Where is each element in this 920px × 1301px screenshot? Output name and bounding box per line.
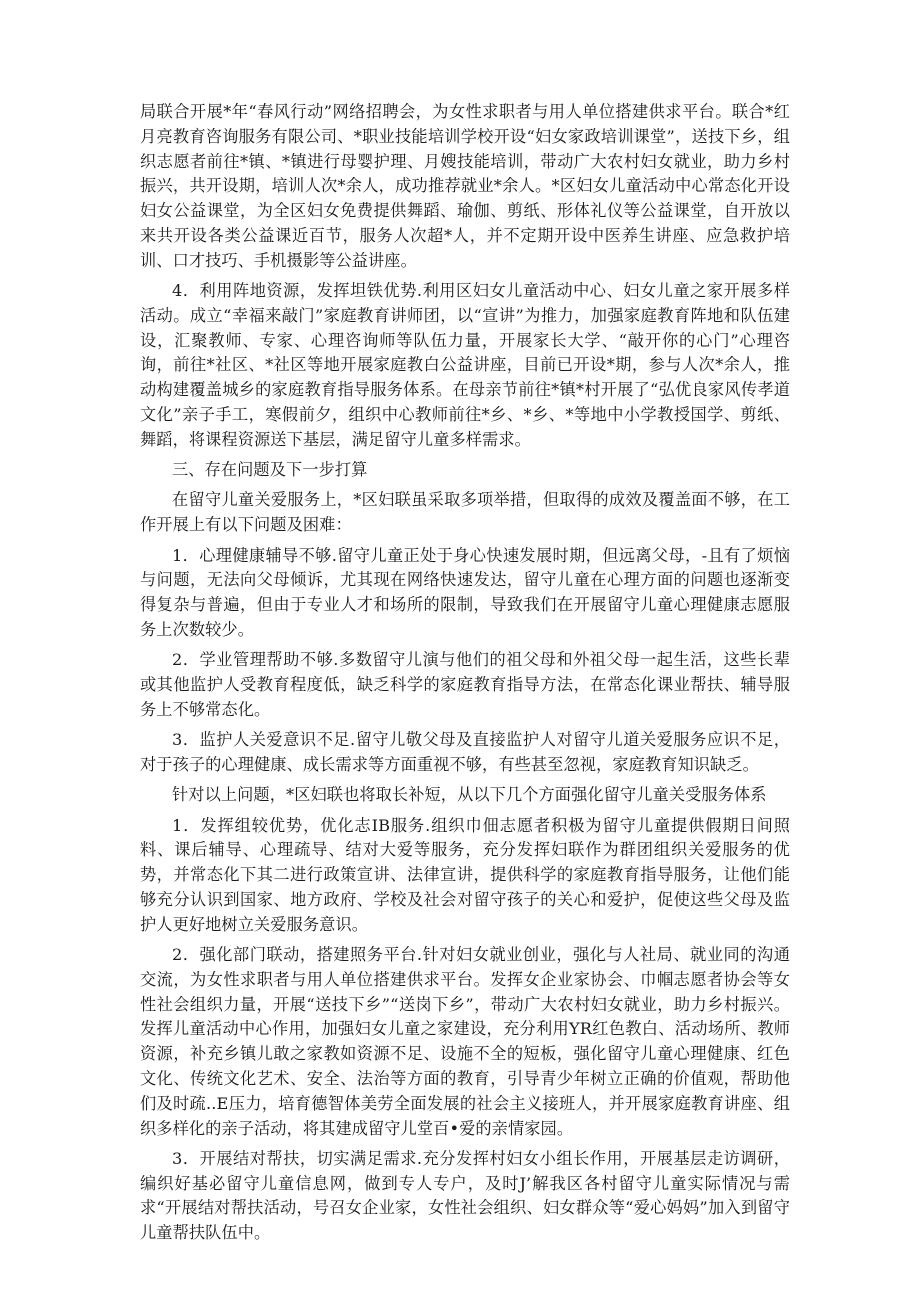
paragraph-continuation: 局联合开展*年“春风行动”网络招聘会，为女性求职者与用人单位搭建供求平台。联合*红月亮教育咨询服务有限公司、*职业技能培训学校开设“妇女家政培训课堂”，送技下乡，组织志愿者前往*镇、*镇进行母婴护理、月嫂技能培训，带动广大农村妇女就业，助力乡村振兴，共开设期，培训人次*余人，成功推荐就业*余人。*区妇女儿童活动中心常态化开设妇女公益课堂，为全区妇女免费提供舞蹈、瑜伽、剪纸、形体礼仪等公益课堂，自开放以来共开设各类公益课近百节，服务人次超*人，并不定期开设中医养生讲座、应急救护培训、口才技巧、手机摄影等公益讲座。	[140, 102, 790, 270]
paragraph-problem-1: 1．心理健康辅导不够.留守儿童正处于身心快速发展时期，但远离父母，-且有了烦恼与问题，无法向父母倾诉，尤其现在网络快速发达，留守儿童在心理方面的问题也逐渐变得复杂与普遍，但由于专业人才和场所的限制，导致我们在开展留守儿童心理健康志愿服务上次数较少。	[140, 545, 790, 639]
paragraph-item-4: 4．利用阵地资源，发挥坦铁优势.利用区妇女儿童活动中心、妇女儿童之家开展多样活动。成立“幸福来敲门”家庭教育讲师团，以“宣讲”为推力，加强家庭教育阵地和队伍建设，汇聚教师、专家、心理咨询师等队伍力量，开展家长大学、“敲开你的心门”心理咨询，前往*社区、*社区等地开展家庭教白公益讲座，目前已开设*期，参与人次*余人，推动构建覆盖城乡的家庭教育指导服务体系。在母亲节前往*镇*村开展了“弘优良家风传孝道文化”亲子手工，寒假前夕，组织中心教师前往*乡、*乡、*等地中小学教授国学、剪纸、舞蹈，将课程资源送下基层，满足留守儿童多样需求。	[140, 281, 790, 449]
document-body	[140, 100, 790, 1252]
paragraph-problem-3: 3．监护人关爱意识不足.留守儿敬父母及直接监护人对留守儿道关爱服务应识不足，对于孩子的心理健康、成长需求等方面重视不够，有些甚至忽视，家庭教育知识缺乏。	[140, 730, 790, 774]
paragraph-problems-intro: 在留守儿童关爱服务上，*区妇联虽采取多项举措，但取得的成效及覆盖面不够，在工作开展上有以下问题及困难：	[140, 490, 790, 535]
paragraph-plan-1: 1．发挥组较优势，优化志IB服务.组织巾佃志愿者积极为留守儿童提供假期日间照料、课后辅导、心理疏导、结对大爱等服务，充分发挥妇联作为群团组织关爱服务的优势，并常态化下其二进行政策宣讲、法律宣讲，提供科学的家庭教育指导服务，让他们能够充分认识到国家、地方政府、学校及社会对留守孩子的关心和爱护，促使这些父母及监护人更好地树立关爱服务意识。	[140, 815, 790, 934]
section-heading-3: 三、存在问题及下一步打算	[172, 460, 368, 480]
paragraph-plan-2: 2．强化部门联动，搭建照务平台.针对妇女就业创业，强化与人社局、就业同的沟通交流，为女性求职者与用人单位搭建供求平台。发挥女企业家协会、巾帼志愿者协会等女性社会组织力量，开展“送技下乡”“送岗下乡”，带动广大农村妇女就业，助力乡村振兴。发挥儿童活动中心作用，加强妇女儿童之家建设，充分利用YR红色教白、活动场所、教师资源，补充乡镇儿敢之家教如资源不足、设施不全的短板，强化留守儿童心理健康、红色文化、传统文化艺术、安全、法治等方面的教育，引导青少年树立正确的价值观，帮助他们及时疏..E压力，培育德智体美劳全面发展的社会主义接班人，并开展家庭教育讲座、组织多样化的亲子活动，将其建成留守儿堂百•爱的亲情家园。	[140, 945, 790, 1138]
paragraph-plan-3: 3．开展结对帮扶，切实满足需求.充分发挥村妇女小组长作用，开展基层走访调研，编织好基必留守儿童信息网，做到专人专户，及时J’解我区各村留守儿童实际情况与需求“开展结对帮扶活动，号召女企业家，女性社会组织、妇女群众等“爱心妈妈”加入到留守儿童帮扶队伍中。	[140, 1148, 790, 1243]
paragraph-problem-2: 2．学业管理帮助不够.多数留守儿演与他们的祖父母和外祖父母一起生活，这些长辈或其他监护人受教育程度低，缺乏科学的家庭教育指导方法，在常态化课业帮扶、辅导服务上不够常态化。	[140, 650, 790, 719]
paragraph-plan-intro: 针对以上问题，*区妇联也将取长补短，从以下几个方面强化留守儿童关受服务体系	[172, 785, 767, 805]
